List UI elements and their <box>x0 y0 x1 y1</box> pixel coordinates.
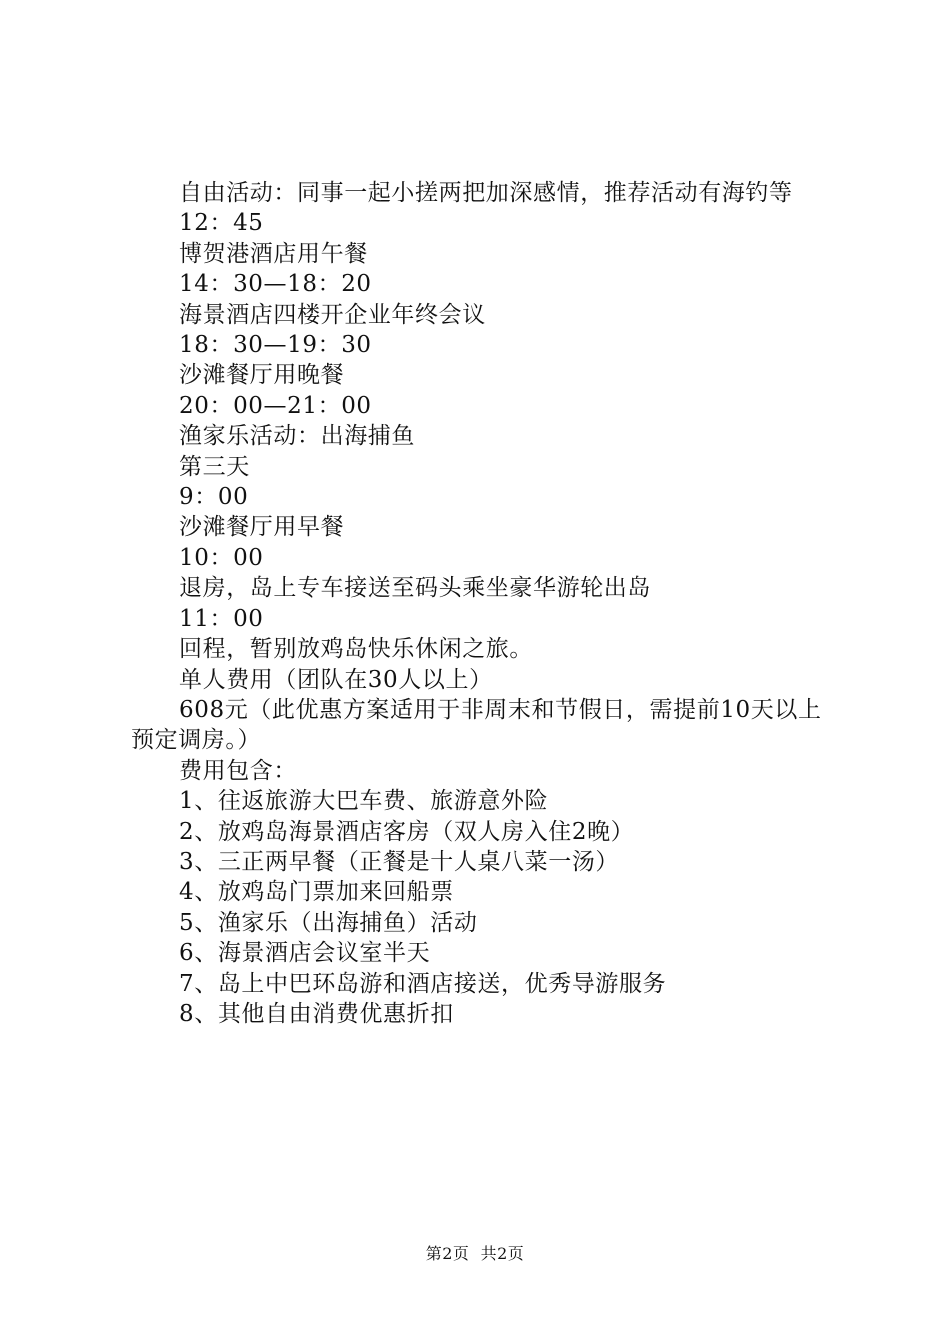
document-body <box>131 178 837 1029</box>
paragraph: 14：30—18：20 <box>179 271 372 298</box>
list-item: 8、其他自由消费优惠折扣 <box>179 1000 454 1027</box>
paragraph: 单人费用（团队在30人以上） <box>179 666 493 693</box>
paragraph: 沙滩餐厅用晚餐 <box>179 362 345 389</box>
paragraph: 608元（此优惠方案适用于非周末和节假日，需提前10天以上预定调房。） <box>131 696 822 754</box>
paragraph: 第三天 <box>179 453 250 480</box>
page-footer <box>0 1244 950 1264</box>
paragraph: 9：00 <box>179 484 249 511</box>
list-item: 1、往返旅游大巴车费、旅游意外险 <box>179 788 549 815</box>
paragraph: 沙滩餐厅用早餐 <box>179 514 345 541</box>
paragraph: 渔家乐活动：出海捕鱼 <box>179 423 415 450</box>
paragraph: 20：00—21：00 <box>179 392 372 419</box>
paragraph: 回程，暂别放鸡岛快乐休闲之旅。 <box>179 636 533 663</box>
list-item: 5、渔家乐（出海捕鱼）活动 <box>179 909 478 936</box>
list-item: 2、放鸡岛海景酒店客房（双人房入住2晚） <box>179 818 635 845</box>
list-item: 3、三正两早餐（正餐是十人桌八菜一汤） <box>179 848 620 875</box>
paragraph: 博贺港酒店用午餐 <box>179 240 368 267</box>
list-item: 4、放鸡岛门票加来回船票 <box>179 879 454 906</box>
footer-spacer <box>469 1244 480 1263</box>
paragraph: 10：00 <box>179 544 264 571</box>
paragraph: 费用包含： <box>179 757 297 784</box>
paragraph: 退房，岛上专车接送至码头乘坐豪华游轮出岛 <box>179 575 651 602</box>
paragraph: 自由活动：同事一起小搓两把加深感情，推荐活动有海钓等 <box>179 180 793 206</box>
page-total: 共2页 <box>480 1244 525 1263</box>
paragraph: 18：30—19：30 <box>179 332 372 359</box>
paragraph: 海景酒店四楼开企业年终会议 <box>179 301 486 328</box>
page-number: 第2页 <box>425 1244 470 1263</box>
paragraph: 12：45 <box>179 210 264 237</box>
paragraph: 11：00 <box>179 605 264 632</box>
list-item: 7、岛上中巴环岛游和酒店接送，优秀导游服务 <box>179 970 667 997</box>
list-item: 6、海景酒店会议室半天 <box>179 940 431 967</box>
